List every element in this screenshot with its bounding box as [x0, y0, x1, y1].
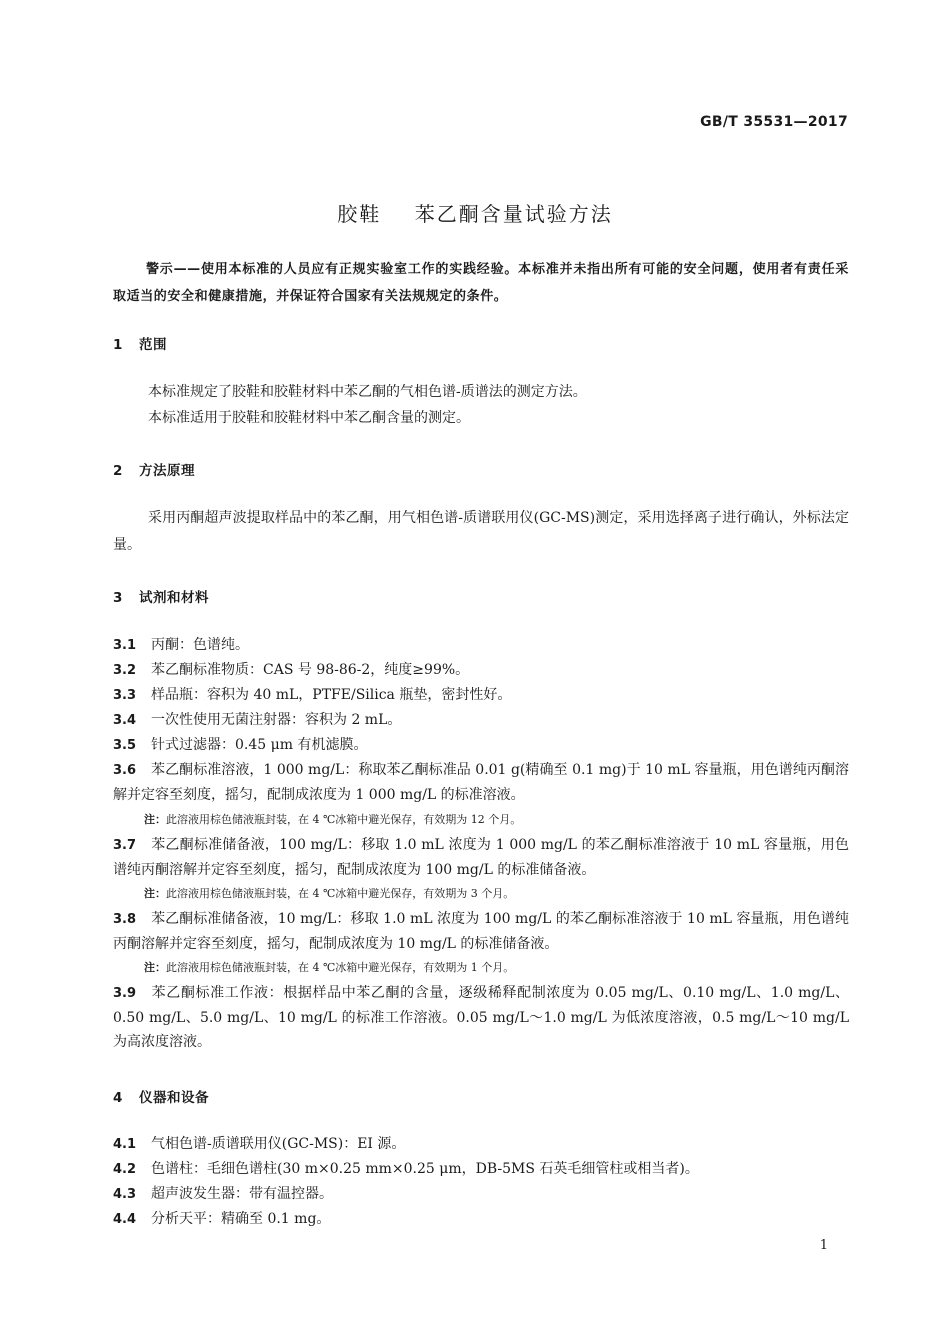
note-label: 注：: [144, 961, 166, 974]
section-title: 试剂和材料: [139, 590, 209, 606]
section-title: 范围: [139, 337, 167, 353]
item-text: 色谱柱：毛细色谱柱(30 m×0.25 mm×0.25 μm，DB-5MS 石英毛细管柱或相当者)。: [151, 1161, 699, 1177]
list-item: [113, 833, 849, 882]
standard-code: GB/T 35531—2017: [700, 114, 848, 130]
list-item: [113, 733, 849, 758]
note: [144, 812, 849, 828]
section-title: 仪器和设备: [139, 1090, 209, 1106]
note-text: 此溶液用棕色储液瓶封装，在 4 ℃冰箱中避光保存，有效期为 3 个月。: [166, 887, 515, 900]
list-item: [113, 1182, 849, 1207]
page-number: 1: [819, 1238, 828, 1253]
item-number: 3.9: [113, 986, 137, 1001]
section-number: 3: [113, 590, 139, 606]
section-heading-scope: [113, 333, 167, 353]
item-number: 4.1: [113, 1137, 137, 1152]
list-item: [113, 633, 849, 658]
item-text: 分析天平：精确至 0.1 mg。: [151, 1211, 331, 1227]
item-number: 3.5: [113, 738, 137, 753]
item-number: 3.6: [113, 763, 137, 778]
list-item: [113, 981, 849, 1054]
item-number: 3.3: [113, 688, 137, 703]
item-text: 气相色谱-质谱联用仪(GC-MS)：EI 源。: [151, 1136, 406, 1152]
item-number: 4.3: [113, 1187, 137, 1202]
section-title: 方法原理: [139, 463, 195, 479]
note: [144, 960, 849, 976]
item-text: 苯乙酮标准工作液：根据样品中苯乙酮的含量，逐级稀释配制浓度为 0.05 mg/L、0.10 mg/L、1.0 mg/L、0.50 mg/L、5.0 mg/L、10 mg/L 的标准工作溶液。0.05 mg/L～1.0 mg/L 为低浓度溶液，0.5 mg/L～10 mg/L 为高浓度溶液。: [113, 985, 849, 1050]
item-number: 3.2: [113, 663, 137, 678]
list-item: [113, 758, 849, 807]
item-text: 超声波发生器：带有温控器。: [151, 1186, 333, 1202]
section-number: 1: [113, 337, 123, 353]
item-text: 苯乙酮标准储备液，100 mg/L：移取 1.0 mL 浓度为 1 000 mg/L 的苯乙酮标准溶液于 10 mL 容量瓶，用色谱纯丙酮溶解并定容至刻度，摇匀，配制成浓度为 100 mg/L 的标准储备液。: [113, 837, 849, 878]
list-item: [113, 907, 849, 956]
scope-paragraph-2: 本标准适用于胶鞋和胶鞋材料中苯乙酮含量的测定。: [148, 410, 470, 426]
principle-paragraph: 采用丙酮超声波提取样品中的苯乙酮，用气相色谱-质谱联用仪(GC-MS)测定，采用选择离子进行确认，外标法定量。: [113, 510, 849, 553]
scope-paragraph-1: 本标准规定了胶鞋和胶鞋材料中苯乙酮的气相色谱-质谱法的测定方法。: [148, 384, 587, 400]
item-text: 针式过滤器：0.45 μm 有机滤膜。: [151, 737, 368, 753]
item-number: 3.4: [113, 713, 137, 728]
section-heading-principle: [113, 459, 195, 479]
note-text: 此溶液用棕色储液瓶封装，在 4 ℃冰箱中避光保存，有效期为 1 个月。: [166, 961, 515, 974]
section-number: 4: [113, 1090, 123, 1106]
item-text: 苯乙酮标准储备液，10 mg/L：移取 1.0 mL 浓度为 100 mg/L 的苯乙酮标准溶液于 10 mL 容量瓶，用色谱纯丙酮溶解并定容至刻度，摇匀，配制成浓度为 10 mg/L 的标准储备液。: [113, 911, 849, 952]
item-number: 3.8: [113, 912, 137, 927]
note-text: 此溶液用棕色储液瓶封装，在 4 ℃冰箱中避光保存，有效期为 12 个月。: [166, 813, 522, 826]
list-item: [113, 1157, 849, 1182]
section-heading-apparatus: [113, 1086, 209, 1106]
item-text: 丙酮：色谱纯。: [151, 637, 249, 653]
note-label: 注：: [144, 813, 166, 826]
item-text: 苯乙酮标准溶液，1 000 mg/L：称取苯乙酮标准品 0.01 g(精确至 0.1 mg)于 10 mL 容量瓶，用色谱纯丙酮溶解并定容至刻度，摇匀，配制成浓度为 1 000 mg/L 的标准溶液。: [113, 762, 849, 803]
item-text: 一次性使用无菌注射器：容积为 2 mL。: [151, 712, 402, 728]
list-item: [113, 708, 849, 733]
list-item: [113, 1132, 849, 1157]
document-title: 胶鞋 苯乙酮含量试验方法: [337, 202, 613, 226]
item-number: 3.1: [113, 638, 137, 653]
item-number: 4.4: [113, 1212, 137, 1227]
item-number: 4.2: [113, 1162, 137, 1177]
item-text: 苯乙酮标准物质：CAS 号 98-86-2，纯度≥99%。: [151, 662, 470, 678]
warning-paragraph: 警示——使用本标准的人员应有正规实验室工作的实践经验。本标准并未指出所有可能的安全问题，使用者有责任采取适当的安全和健康措施，并保证符合国家有关法规规定的条件。: [113, 262, 849, 304]
note: [144, 886, 849, 902]
item-number: 3.7: [113, 838, 137, 853]
section-number: 2: [113, 463, 123, 479]
list-item: [113, 658, 849, 683]
note-label: 注：: [144, 887, 166, 900]
section-heading-reagents: [113, 586, 209, 606]
list-item: [113, 1207, 849, 1232]
list-item: [113, 683, 849, 708]
item-text: 样品瓶：容积为 40 mL，PTFE/Silica 瓶垫，密封性好。: [151, 687, 512, 703]
